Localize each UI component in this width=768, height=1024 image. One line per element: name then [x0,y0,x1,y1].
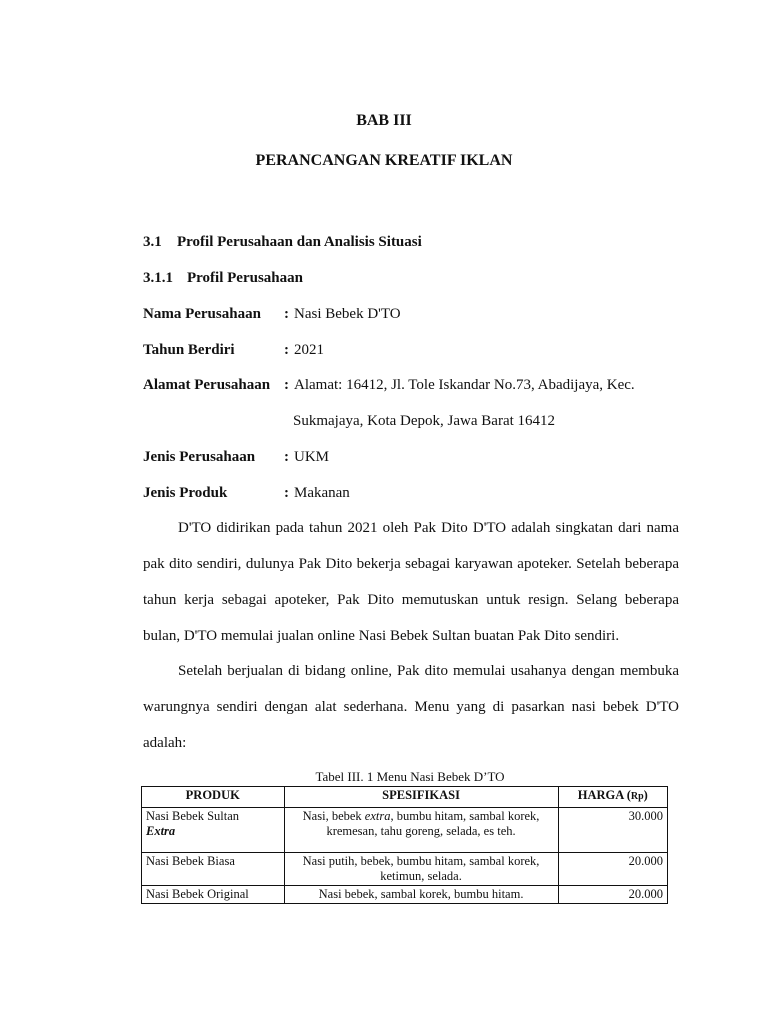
cell-spesifikasi [284,853,558,886]
section-heading-title: Profil Perusahaan dan Analisis Situasi [177,234,422,250]
profile-colon: : [284,485,289,501]
produk-name: Nasi Bebek Sultan [146,809,240,823]
cell-spesifikasi [284,808,558,853]
profile-value-jenis-perusahaan: UKM [294,449,330,465]
cell-produk: Nasi Bebek Biasa [142,853,285,886]
profile-value-tahun: 2021 [294,342,324,358]
table-row [142,853,668,886]
table-row [142,808,668,853]
spec-text: Nasi, bebek [302,809,365,823]
cell-spesifikasi: Nasi bebek, sambal korek, bumbu hitam. [284,886,558,904]
profile-label-jenis-perusahaan: Jenis Perusahaan [143,449,256,465]
spec-line-1: Nasi putih, bebek, bumbu hitam, sambal korek, [302,854,540,868]
profile-colon: : [284,342,289,358]
table-row [142,886,668,904]
spec-line-2: ketimun, selada. [380,869,462,883]
paragraph-1-line-3: tahun kerja sebagai apoteker, Pak Dito memutuskan untuk resign. Selang beberapa [143,592,679,608]
profile-value-jenis-produk: Makanan [294,485,350,501]
paragraph-1-line-4: bulan, D'TO memulai jualan online Nasi Bebek Sultan buatan Pak Dito sendiri. [143,628,620,644]
paragraph-2-line-3: adalah: [143,735,187,751]
profile-colon: : [284,306,289,322]
cell-produk: Nasi Bebek Original [142,886,285,904]
header-produk: PRODUK [142,787,285,808]
header-harga [558,787,667,808]
paragraph-1-line-2: pak dito sendiri, dulunya Pak Dito bekerja sebagai karyawan apoteker. Setelah beberapa [143,556,679,572]
spec-line-1 [289,809,554,824]
header-spesifikasi: SPESIFIKASI [284,787,558,808]
profile-value-alamat-line2: Sukmajaya, Kota Depok, Jawa Barat 16412 [293,413,556,429]
header-harga-close: ) [643,788,648,802]
header-harga-label: HARGA ( [577,788,631,802]
header-harga-currency: Rp [630,791,644,802]
paragraph-2-line-1: Setelah berjualan di bidang online, Pak dito memulai usahanya dengan membuka [178,663,679,679]
table-caption: Tabel III. 1 Menu Nasi Bebek D’TO [315,769,505,784]
menu-table [141,786,668,904]
chapter-number: BAB III [356,112,412,129]
subsection-heading-number: 3.1.1 [143,270,173,286]
profile-label-jenis-produk: Jenis Produk [143,485,228,501]
spec-line-2: kremesan, tahu goreng, selada, es teh. [326,824,516,838]
cell-produk [142,808,285,853]
paragraph-1-line-1: D'TO didirikan pada tahun 2021 oleh Pak Dito D'TO adalah singkatan dari nama [178,520,679,536]
spec-italic: extra [364,809,391,823]
section-heading-number: 3.1 [143,234,162,250]
profile-value-alamat: Alamat: 16412, Jl. Tole Iskandar No.73, Abadijaya, Kec. [294,377,635,393]
subsection-heading-title: Profil Perusahaan [187,270,303,286]
profile-value-nama: Nasi Bebek D'TO [294,306,401,322]
profile-label-nama: Nama Perusahaan [143,306,261,322]
produk-variant: Extra [146,824,176,838]
profile-colon: : [284,377,289,393]
profile-label-tahun: Tahun Berdiri [143,342,235,358]
table-header-row [142,787,668,808]
cell-harga: 20.000 [558,853,667,886]
cell-harga: 20.000 [558,886,667,904]
spec-text: , bumbu hitam, sambal korek, [390,809,540,823]
cell-harga: 30.000 [558,808,667,853]
profile-colon: : [284,449,289,465]
profile-label-alamat: Alamat Perusahaan [143,377,271,393]
paragraph-2-line-2: warungnya sendiri dengan alat sederhana. Menu yang di pasarkan nasi bebek D'TO [143,699,679,715]
chapter-title: PERANCANGAN KREATIF IKLAN [255,152,513,169]
